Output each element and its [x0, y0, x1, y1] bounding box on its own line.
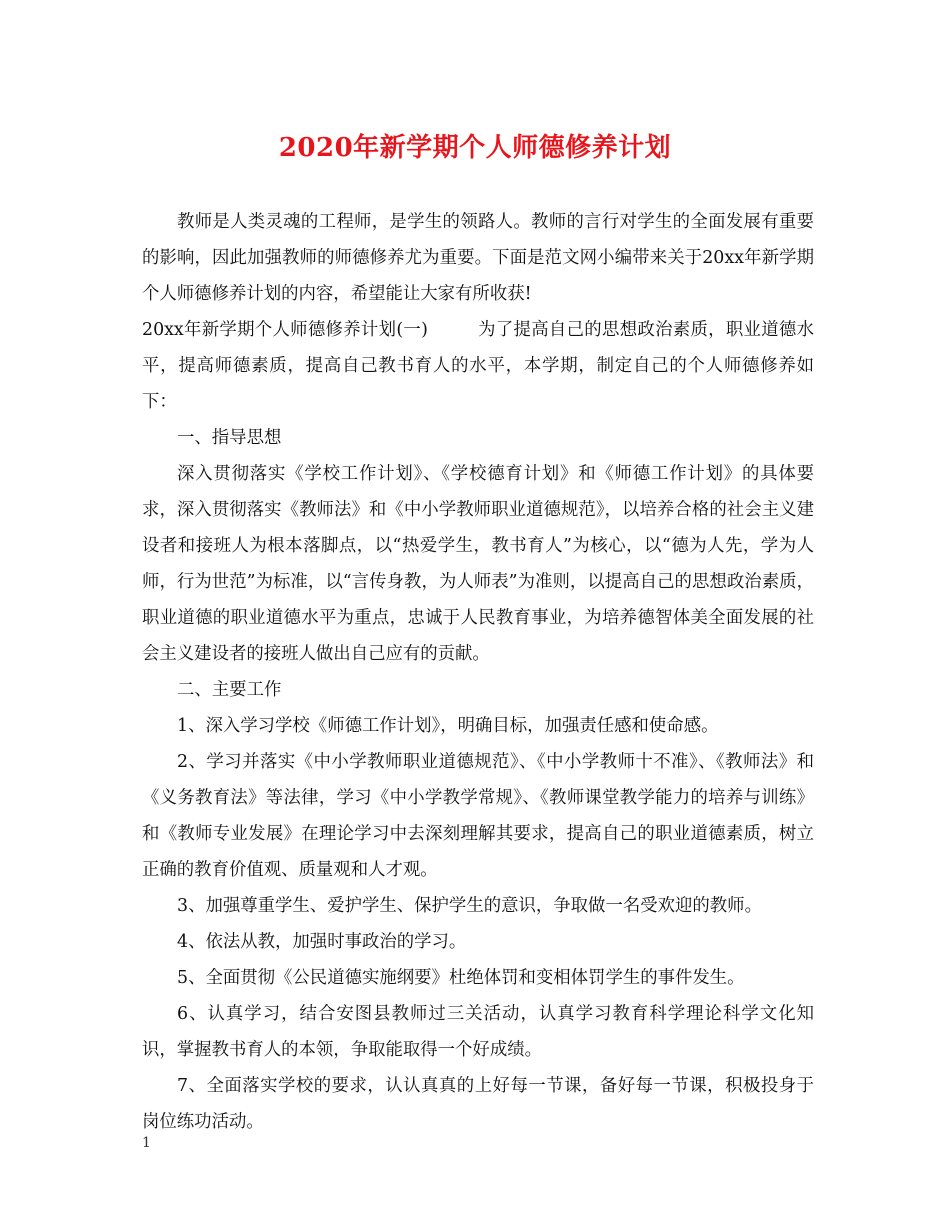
list-item: 1、深入学习学校《师德工作计划》，明确目标，加强责任感和使命感。: [177, 716, 719, 736]
list-item: 6、认真学习，结合安图县教师过三关活动，认真学习教育科学理论科学文化知识，掌握教书育人的本领，争取能取得一个好成绩。: [142, 1004, 814, 1060]
list-item: 5、全面贯彻《公民道德实施纲要》杜绝体罚和变相体罚学生的事件发生。: [177, 968, 745, 988]
list-item: 3、加强尊重学生、爱护学生、保护学生的意识，争取做一名受欢迎的教师。: [177, 896, 762, 916]
section-heading-main-work: 二、主要工作: [177, 680, 282, 700]
section-heading-guiding: 一、指导思想: [177, 428, 282, 448]
section-text-guiding: 深入贯彻落实《学校工作计划》、《学校德育计划》和《师德工作计划》的具体要求，深入贯彻落实《教师法》和《中小学教师职业道德规范》，以培养合格的社会主义建设者和接班人为根本落脚点，以“热爱学生，教书育人”为核心，以“德为人先，学为人师，行为世范”为标准，以“言传身教，为人师表”为准则，以提高自己的思想政治素质，职业道德的职业道德水平为重点，忠诚于人民教育事业，为培养德智体美全面发展的社会主义建设者的接班人做出自己应有的贡献。: [142, 464, 814, 664]
intro-paragraph: 教师是人类灵魂的工程师，是学生的领路人。教师的言行对学生的全面发展有重要的影响，因此加强教师的师德修养尤为重要。下面是范文网小编带来关于20xx年新学期个人师德修养计划的内容，希望能让大家有所收获!: [142, 212, 814, 304]
page-number: 1: [142, 1135, 151, 1151]
subheading-text: 为了提高自己的思想政治素质，职业道德水平，提高师德素质，提高自己教书育人的水平，本学期，制定自己的个人师德修养如下：: [142, 320, 814, 412]
list-item: 7、全面落实学校的要求，认认真真的上好每一节课，备好每一节课，积极投身于岗位练功活动。: [142, 1076, 814, 1132]
document-body: [142, 204, 814, 1140]
subheading: 20xx年新学期个人师德修养计划(一): [142, 320, 428, 340]
list-item: 2、学习并落实《中小学教师职业道德规范》、《中小学教师十不准》、《教师法》和《义务教育法》等法律，学习《中小学教学常规》、《教师课堂教学能力的培养与训练》和《教师专业发展》在理论学习中去深刻理解其要求，提高自己的职业道德素质，树立正确的教育价值观、质量观和人才观。: [142, 752, 814, 880]
list-item: 4、依法从教，加强时事政治的学习。: [177, 932, 467, 952]
subheading-paragraph: [142, 312, 814, 420]
document-title: 2020年新学期个人师德修养计划: [278, 133, 672, 163]
